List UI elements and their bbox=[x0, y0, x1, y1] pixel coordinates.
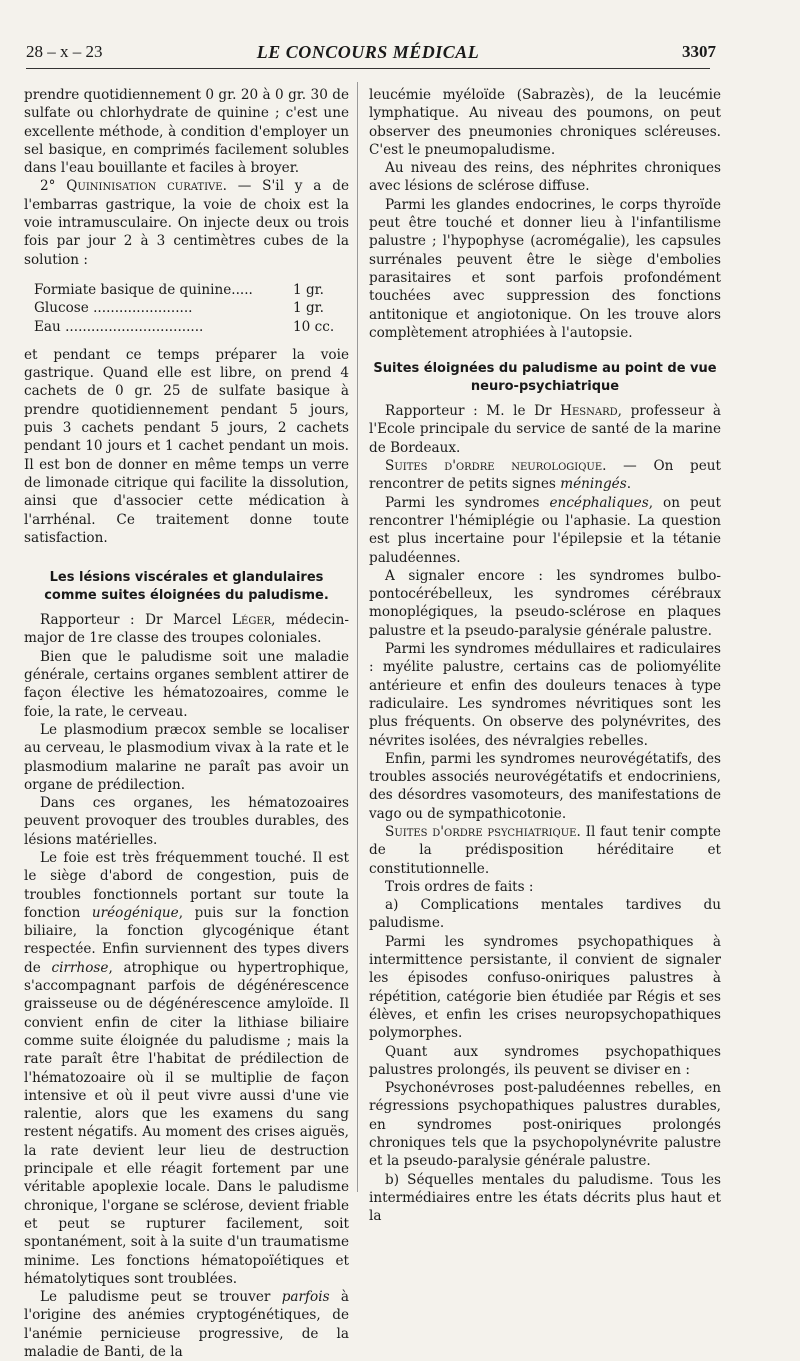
section-label: 2° Quininisation curative. bbox=[40, 178, 227, 195]
italic-term: uréogénique bbox=[91, 904, 179, 921]
ingredient-quantity: 10 cc. bbox=[293, 318, 335, 335]
prescription-row bbox=[34, 281, 349, 299]
italic-term: cirrhose bbox=[51, 959, 109, 976]
paragraph-text: , on peut rencontrer l'hémiplégie ou l'aphasie. La question est plus incertaine pour l'épilepsie et la tétanie paludéennes. bbox=[369, 494, 721, 566]
paragraph-text: Le foie est très fréquemment touché. Il est le siège d'abord de congestion, puis de troubles fonctionnels portant sur toute la fonction bbox=[24, 849, 349, 921]
ingredient-name: Formiate basique de quinine..... bbox=[34, 281, 253, 298]
paragraph-text: — S'il y a de l'embarras gastrique, la voie de choix est la voie intramusculaire. On injecte deux ou trois fois par jour 2 à 3 centimètres cubes de la solution : bbox=[24, 178, 349, 268]
prescription-row bbox=[34, 318, 349, 336]
rapporteur-prefix: Rapporteur : M. le Dr bbox=[385, 403, 561, 420]
paragraph: leucémie myéloïde (Sabrazès), de la leucémie lymphatique. Au niveau des poumons, on peut observer des pneumonies chroniques scléreuses. C'est le pneumopaludisme. bbox=[369, 87, 721, 158]
paragraph bbox=[24, 1288, 349, 1361]
paragraph bbox=[369, 457, 721, 494]
paragraph: Psychonévroses post-paludéennes rebelles, en régressions psychopathiques palustres durables, en syndromes post-oniriques prolongés chroniques tels que la psychopolynévrite palustre et la pseudo-paralysie générale palustre. bbox=[369, 1080, 721, 1170]
italic-term: parfois bbox=[281, 1289, 330, 1306]
paragraph: Le plasmodium præcox semble se localiser au cerveau, le plasmodium vivax à la rate et le plasmodium malarine ne paraît pas avoir un organe de prédilection. bbox=[24, 721, 349, 793]
paragraph: b) Séquelles mentales du paludisme. Tous les intermédiaires entre les états décrits plus haut et la bbox=[369, 1171, 721, 1225]
paragraph: Bien que le paludisme soit une maladie générale, certains organes semblent attirer de façon élective les hématozoaires, comme le foie, la rate, le cerveau. bbox=[24, 648, 349, 720]
paragraph: Au niveau des reins, des néphrites chroniques avec lésions de sclérose diffuse. bbox=[369, 160, 721, 195]
paragraph: et pendant ce temps préparer la voie gastrique. Quand elle est libre, on prend 4 cachets de 0 gr. 25 de sulfate basique à prendre quotidiennement pendant 5 jours, puis 3 cachets pendant 5 jours, 2 cachets pendant 10 jours et 1 cachet pendant un mois. Il est bon de donner en même temps un verre de limonade citrique qui facilite la dissolution, ainsi que d'associer cette médication à l'arrhénal. Ce traitement donne toute satisfaction. bbox=[24, 346, 349, 546]
paragraph: Trois ordres de faits : bbox=[385, 878, 534, 895]
rapporteur-line bbox=[369, 402, 721, 457]
paragraph: Parmi les syndromes médullaires et radiculaires : myélite palustre, certains cas de poliomyélite antérieure et enfin des douleurs tenaces à type radiculaire. Les syndromes névritiques sont les plus fréquents. On observe des polynévrites, des névrites isolées, des névralgies rebelles. bbox=[369, 641, 721, 749]
paragraph: prendre quotidiennement 0 gr. 20 à 0 gr. 30 de sulfate ou chlorhydrate de quinine ; c'est une excellente méthode, à condition d'employer un sel basique, en comprimés facilement solubles dans l'eau bouillante et faciles à broyer. bbox=[24, 87, 349, 177]
issue-number: 28 – x – 23 bbox=[26, 42, 103, 61]
rapporteur-name: Léger bbox=[232, 612, 272, 629]
paragraph-text: . bbox=[626, 476, 632, 493]
ingredient-name: Eau ................................ bbox=[34, 318, 204, 335]
rapporteur-name: Hesnard bbox=[560, 403, 618, 420]
paragraph-text: à l'origine des anémies cryptogénétiques, de l'anémie pernicieuse progressive, de la maladie de Banti, de la bbox=[24, 1289, 349, 1360]
paragraph: a) Complications mentales tardives du paludisme. bbox=[369, 897, 721, 932]
paragraph-text: Parmi les syndromes bbox=[385, 494, 550, 511]
paragraph: A signaler encore : les syndromes bulbo-pontocérébelleux, les syndromes cérébraux monoplégiques, la pseudo-sclérose en plaques palustre et la pseudo-paralysie générale palustre. bbox=[369, 567, 721, 639]
right-column bbox=[369, 86, 721, 1226]
paragraph: Parmi les syndromes psychopathiques à intermittence persistante, il convient de signaler les épisodes confuso-oniriques palustres à répétition, catégorie bien étudiée par Régis et ses élèves, et enfin les crises neuropsychopathiques polymorphes. bbox=[369, 933, 721, 1042]
left-column bbox=[24, 86, 349, 1361]
section-label: Suites d'ordre psychiatrique. bbox=[385, 823, 581, 840]
section-heading: Suites éloignées du paludisme au point de vue neuro-psychiatrique bbox=[373, 361, 717, 395]
italic-term: encéphaliques bbox=[549, 494, 649, 511]
section-label: Suites d'ordre neurologique. bbox=[385, 458, 607, 475]
italic-term: méningés bbox=[560, 476, 627, 493]
paragraph-text: Le paludisme peut se trouver bbox=[40, 1289, 282, 1306]
column-divider bbox=[357, 82, 358, 1192]
paragraph bbox=[369, 494, 721, 567]
paragraph bbox=[369, 823, 721, 878]
rapporteur-suffix: , professeur à l'Ecole principale du service de santé de la marine de Bordeaux. bbox=[369, 403, 721, 456]
rapporteur-suffix: , médecin-major de 1re classe des troupes coloniales. bbox=[24, 612, 349, 647]
rapporteur-line bbox=[24, 611, 349, 648]
paragraph: Dans ces organes, les hématozoaires peuvent provoquer des troubles durables, des lésions matérielles. bbox=[24, 795, 349, 848]
paragraph: Parmi les glandes endocrines, le corps thyroïde peut être touché et donner lieu à l'infantilisme palustre ; l'hypophyse (acromégalie), les capsules surrénales peuvent être le siège d'embolies parasitaires et sont parfois profondément touchées avec suppression des fonctions antitonique et angiotonique. On les trouve alors complètement atrophiées à l'autopsie. bbox=[369, 196, 721, 341]
ingredient-quantity: 1 gr. bbox=[293, 300, 324, 317]
paragraph-text: Il faut tenir compte de la prédisposition héréditaire et constitutionnelle. bbox=[369, 823, 721, 877]
prescription-row bbox=[34, 299, 349, 317]
prescription-table bbox=[34, 281, 349, 336]
page-number: 3307 bbox=[682, 42, 716, 61]
paragraph-text: , atrophique ou hypertrophique, s'accompagnant parfois de dégénérescence graisseuse ou de dégénérescence amyloïde. Il convient enfin de citer la lithiase biliaire comme suite éloignée du paludisme ; mais la rate paraît être l'habitat de prédilection de l'hématozoaire où il se multiplie de façon intensive et où il peut vivre aussi d'une vie ralentie, alors que les examens du sang restent négatifs. Au moment des crises aiguës, la rate devient leur lieu de destruction principale et elle réagit fortement par une véritable apoplexie locale. Dans le paludisme chronique, l'organe se sclérose, devient friable et peut se rupturer facilement, soit spontanément, soit à la suite d'un traumatisme minime. Les fonctions hématopoïétiques et hématolytiques sont troublées. bbox=[24, 959, 349, 1287]
paragraph-text: , puis sur la fonction biliaire, la fonction glycogénique étant respectée. Enfin surviennent des types divers de bbox=[24, 904, 349, 976]
paragraph: Enfin, parmi les syndromes neurovégétatifs, des troubles associés neurovégétatifs et endocriniens, des désordres vasomoteurs, des manifestations de vago ou de sympathicotonie. bbox=[369, 750, 721, 822]
paragraph bbox=[24, 177, 349, 268]
page-header bbox=[26, 40, 716, 69]
section-heading: Les lésions viscérales et glandulaires comme suites éloignées du paludisme. bbox=[44, 570, 329, 604]
rapporteur-prefix: Rapporteur : Dr Marcel bbox=[40, 612, 233, 629]
paragraph: Quant aux syndromes psychopathiques palustres prolongés, ils peuvent se diviser en : bbox=[369, 1043, 721, 1078]
journal-title: LE CONCOURS MÉDICAL bbox=[256, 42, 480, 62]
paragraph-text: — On peut rencontrer de petits signes bbox=[369, 458, 721, 493]
ingredient-name: Glucose ....................... bbox=[34, 300, 193, 317]
ingredient-quantity: 1 gr. bbox=[293, 281, 324, 298]
paragraph bbox=[24, 849, 349, 1288]
